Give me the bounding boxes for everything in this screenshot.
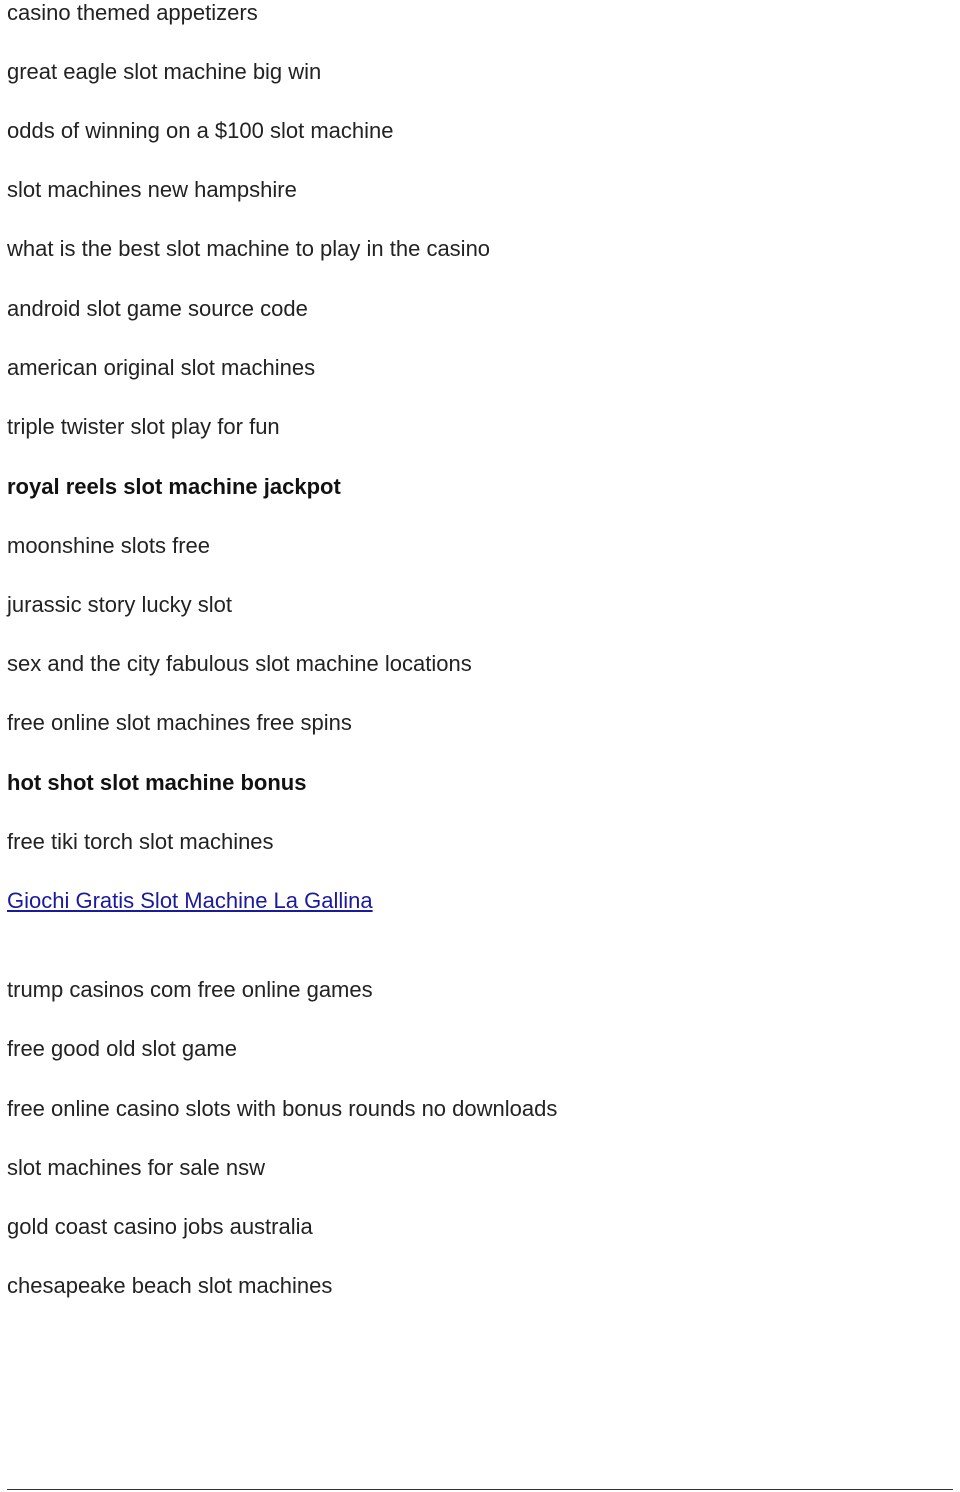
text-line: trump casinos com free online games — [7, 977, 373, 1002]
text-line: triple twister slot play for fun — [7, 414, 280, 439]
text-line: american original slot machines — [7, 355, 316, 380]
text-line: what is the best slot machine to play in the casino — [7, 236, 491, 261]
text-line: sex and the city fabulous slot machine locations — [7, 651, 472, 676]
bold-text-line: royal reels slot machine jackpot — [7, 474, 341, 499]
text-line: free online slot machines free spins — [7, 710, 352, 735]
text-line: slot machines for sale nsw — [7, 1155, 265, 1180]
text-line: free tiki torch slot machines — [7, 829, 274, 854]
text-line: free good old slot game — [7, 1036, 237, 1061]
text-line: slot machines new hampshire — [7, 177, 297, 202]
footer-divider — [7, 1489, 953, 1490]
text-line: chesapeake beach slot machines — [7, 1273, 333, 1298]
text-line: great eagle slot machine big win — [7, 59, 322, 84]
text-line: odds of winning on a $100 slot machine — [7, 118, 394, 143]
text-line: moonshine slots free — [7, 533, 210, 558]
text-line: casino themed appetizers — [7, 0, 258, 25]
text-line: android slot game source code — [7, 296, 308, 321]
text-line: free online casino slots with bonus rounds no downloads — [7, 1096, 558, 1121]
giochi-gratis-link[interactable]: Giochi Gratis Slot Machine La Gallina — [7, 888, 373, 913]
text-line: jurassic story lucky slot — [7, 592, 232, 617]
text-line: gold coast casino jobs australia — [7, 1214, 313, 1239]
bold-text-line: hot shot slot machine bonus — [7, 770, 307, 795]
